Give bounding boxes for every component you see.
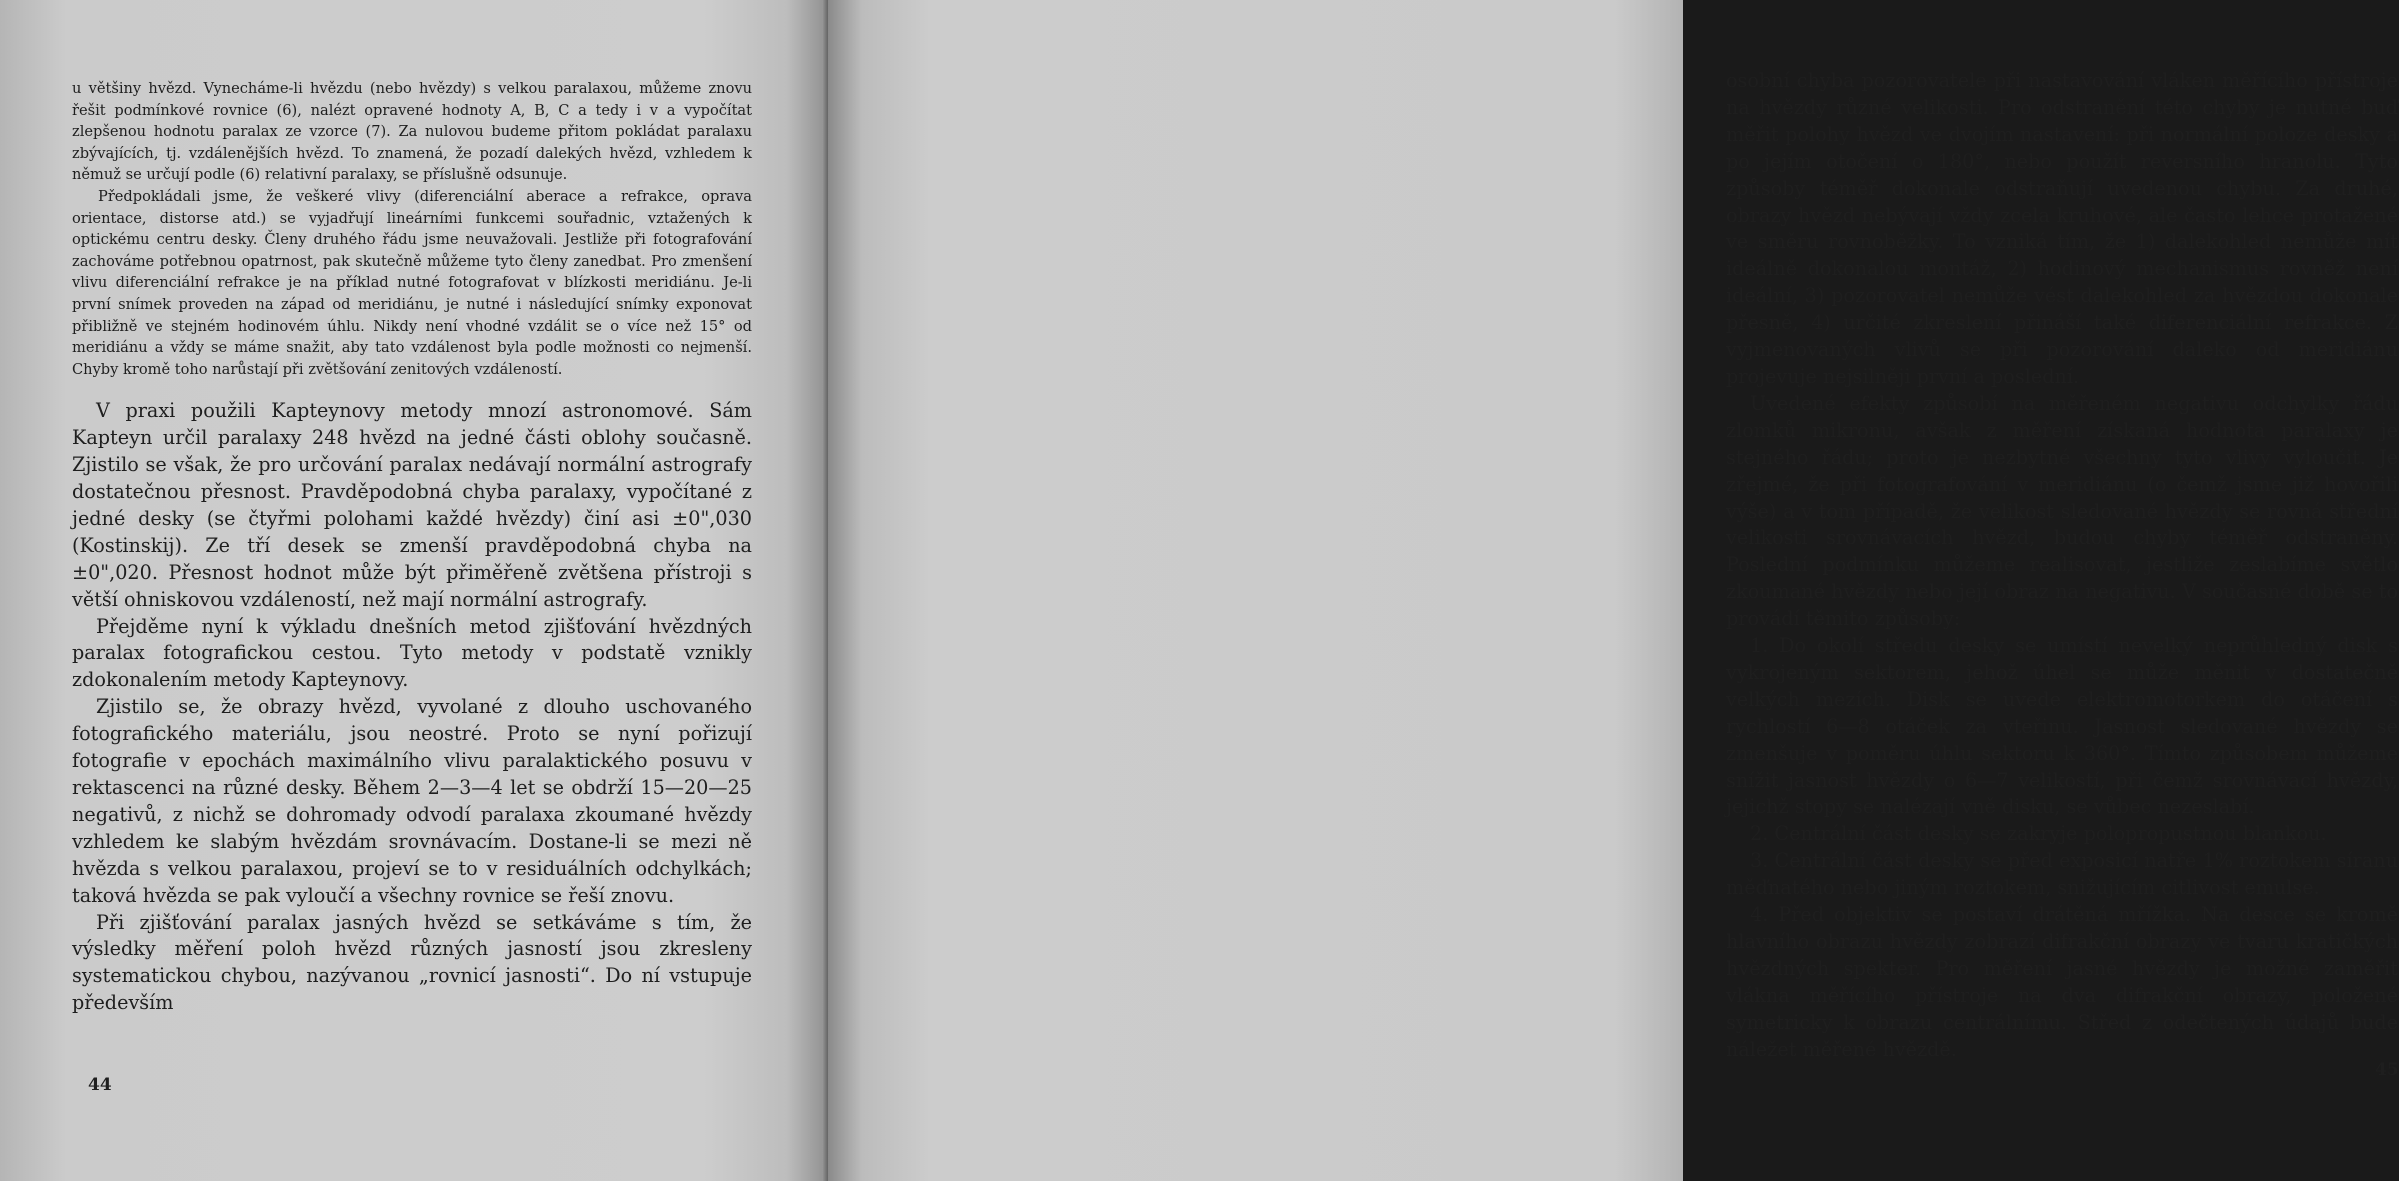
- footnote-paragraph: u většiny hvězd. Vynecháme-li hvězdu (nebo hvězdy) s velkou paralaxou, můžeme znovu řešit podmínkové rovnice (6), nalézt opravené hodnoty A, B, C a tedy i v a vypočítat zlepšenou hodnotu paralax ze vzorce (7). Za nulovou budeme přitom pokládat paralaxu zbývajících, tj. vzdálenějších hvězd. To znamená, že pozadí dalekých hvězd, vzhledem k němuž se určují podle (6) relativní paralaxy, se příslušně odsunuje.: [72, 80, 752, 184]
- right-page: [828, 0, 2399, 1181]
- body-paragraph: Při zjišťování paralax jasných hvězd se setkáváme s tím, že výsledky měření poloh hvězd různých jasností jsou zkresleny systematickou chybou, nazývanou „rovnicí jasnosti“. Do ní vstupuje především: [72, 910, 752, 1015]
- body-paragraph: Uvedené efekty způsobí na měřeném negativu odchylky řádu zlomků mikronu, avšak z měření získaná hodnota paralaxy je stejného řádu; proto je nezbytné všechny tyto vlivy vyloučit. Je zřejmé, že při fotografování v meridiánu (o čemž jsme již hovořili výše) a v tom případě, že velikost sledované hvězdy se rovná střední velikosti srovnávacích hvězd, budou chyby téměř odstraněny. Poslední podmínku můžeme realisovat, jestliže zeslabíme světlo zkoumané hvězdy nebo její obraz na negativu. V současné době se to provádí těmito způsoby:: [1726, 391, 2398, 631]
- list-item: 1. Do okolí středu desky se umístí nevelký neprůhledný disk s vykrojeným sektorem, jehož úhel se může měnit v dostatečně velkých mezích. Disk se uvede elektromotorkem do otáčení s rychlostí 6—8 otáček za vteřinu. Jasnost sledované hvězdy se zmenšuje v poměru úhlu sektoru k 360°. Tímto způsobem můžeme snížit jasnost hvězdy o 6—7 velikostí, při čemž srovnávací hvězdy, jejichž stopy se nalézají vně disku, se vůbec nezeslabí.: [1726, 634, 2398, 819]
- list-item: 3. Centrální část desky se před exposicí natře 1% roztokem síranu měďnatého nebo jiným roztokem, snižujícím citlivost emulse.: [1726, 849, 2398, 900]
- list-item: 4. Před objektiv se postaví drátěná mřížka. Na desce se kromě hlavního obrazu hvězdy zobrazí difrakční obrazy ve tvaru kratičkých hvězdných spekter. Pro měření jasné hvězdy je možné zaměřit vlákna měřícího přístroje na dva difrakční obrazy, položené symetricky k obrazu centrálnímu. Střed z odečtených údajů bude náležet měřené hvězdě.: [1726, 903, 2398, 1061]
- body-paragraph: osobní chyba pozorovatele při nastavování vláken měřícího přístroje na hvězdy různé velikosti. Pro odstranění této chyby je nutné buď měřit polohy hvězd ve dvojím nastavení: při normální poloze desky a po jejím otočení o 180°, nebo použít reversního hranolu. Tyto způsoby téměř dokonale odstraňují uvedenou chybu. Za druhé, obrazy hvězd nebývají vždy zcela kruhové, ale často lehce protažené ve směru rovnoběžky. To vzniká tím, že 1) dalekohled nemůže mít ideálně dokonalou montáž, 2) hodinový mechanismus rovněž není ideální, 3) pozorovatel nemůže vést dalekohled za hvězdou dokonale přesně, 4) určité zkreslení přináší také diferenciální refrakce. Z vyjmenovaných vlivů se při pozorování daleko od meridiánu projevuje nejsilněji první a poslední.: [1726, 69, 2398, 388]
- footnote-section: [72, 78, 752, 380]
- body-paragraph: Zjistilo se, že obrazy hvězd, vyvolané z dlouho uschovaného fotografického materiálu, jsou neostré. Proto se nyní pořizují fotografie v epochách maximálního vlivu paralaktického posuvu v rektascenci na různé desky. Během 2—3—4 let se obdrží 15—20—25 negativů, z nichž se dohromady odvodí paralaxa zkoumané hvězdy vzhledem ke slabým hvězdám srovnávacím. Dostane-li se mezi ně hvězda s velkou paralaxou, projeví se to v residuálních odchylkách; taková hvězda se pak vyloučí a všechny rovnice se řeší znovu.: [72, 695, 752, 907]
- page-number-right: 45: [2375, 1060, 2399, 1080]
- right-text-block: [1726, 68, 2398, 1064]
- left-page: [0, 0, 828, 1181]
- body-paragraph: Přejděme nyní k výkladu dnešních metod zjišťování hvězdných paralax fotografickou cestou. Tyto metody v podstatě vznikly zdokonalením metody Kapteynovy.: [72, 614, 752, 692]
- footnote-paragraph: Předpokládali jsme, že veškeré vlivy (diferenciální aberace a refrakce, oprava orientace, distorse atd.) se vyjadřují lineárními funkcemi souřadnic, vztažených k optickému centru desky. Členy druhého řádu jsme neuvažovali. Jestliže při fotografování zachováme potřebnou opatrnost, pak skutečně můžeme tyto členy zanedbat. Pro zmenšení vlivu diferenciální refrakce je na příklad nutné fotografovat v blízkosti meridiánu. Je-li první snímek proveden na západ od meridiánu, je nutné i následující snímky exponovat přibližně ve stejném hodinovém úhlu. Nikdy není vhodné vzdálit se o více než 15° od meridiánu a vždy se máme snažit, aby tato vzdálenost byla podle možnosti co nejmenší. Chyby kromě toho narůstají při zvětšování zenitových vzdáleností.: [72, 187, 752, 378]
- body-section: [72, 398, 752, 1017]
- body-paragraph: V praxi použili Kapteynovy metody mnozí astronomové. Sám Kapteyn určil paralaxy 248 hvězd na jedné části oblohy současně. Zjistilo se však, že pro určování paralax nedávají normální astrografy dostatečnou přesnost. Pravděpodobná chyba paralaxy, vypočítané z jedné desky (se čtyřmi polohami každé hvězdy) činí asi ±0",030 (Kostinskij). Ze tří desek se zmenší pravděpodobná chyba na ±0",020. Přesnost hodnot může být přiměřeně zvětšena přístroji s větší ohniskovou vzdáleností, než mají normální astrografy.: [72, 399, 752, 611]
- list-item: 2. Centrální část desky se zakryje polopropustnou blankou.: [1750, 822, 2327, 846]
- left-text-block: [72, 78, 752, 1017]
- page-number-left: 44: [88, 1075, 112, 1095]
